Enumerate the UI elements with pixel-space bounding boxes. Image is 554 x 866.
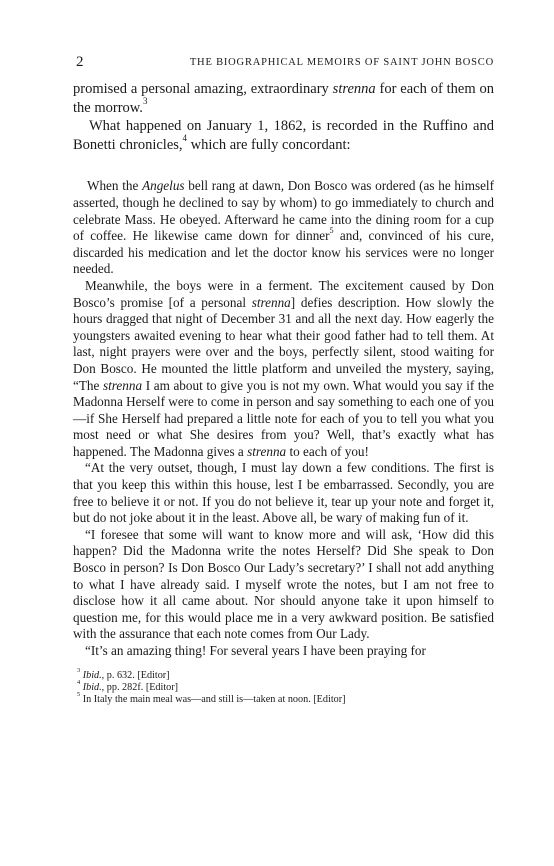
quote-paragraph: “At the very outset, though, I must lay down a few conditions. The first is that you keep this within this house, lest I be embarrassed. Secondly, you are free to believe it or not. If you do not believe it, tear up your note and forget it, but do not joke about it in the least. Above all, be wary of making fun of it. xyxy=(73,460,494,526)
running-title: THE BIOGRAPHICAL MEMOIRS OF SAINT JOHN BOSCO xyxy=(189,57,494,68)
footnote: $^5$ In Italy the main meal was—and still is—taken at noon. [Editor] xyxy=(77,691,346,705)
intro-paragraph: What happened on January 1, 1862, is recorded in the Ruffino and Bonetti chronicles,$^4$ which are fully concordant: xyxy=(73,118,494,153)
quote-paragraph: Meanwhile, the boys were in a ferment. The excitement caused by Don Bosco’s promise [of a personal strenna] defies description. How slowly the hours dragged that night of December 31 and all the next day. How eagerly the youngsters awaited evening to hear what their good father had to tell them. At last, night prayers were over and the boys, perfectly silent, stood waiting for Don Bosco. He mounted the little platform and unveiled the mystery, saying, “The strenna I am about to give you is not my own. What would you say if the Madonna Herself were to come in person and say something to each one of you —if She Herself had prepared a little note for each of you to tell you what you most need or what She desires from you? Well, that’s exactly what has happened. The Madonna gives a strenna to each of you! xyxy=(73,277,494,459)
intro-paragraph: promised a personal amazing, extraordinary strenna for each of them on the morrow.$^3$ xyxy=(73,81,494,116)
page-number: 2 xyxy=(76,54,84,70)
footnote: $^3$ Ibid., p. 632. [Editor] xyxy=(77,666,170,681)
intro-text xyxy=(73,80,494,154)
quote-paragraph: “It’s an amazing thing! For several years I have been praying for xyxy=(85,643,426,658)
footnote-number: 5 xyxy=(77,691,81,699)
footnote-number: 3 xyxy=(77,666,81,674)
footnote-ref: 5 xyxy=(329,226,334,236)
footnote-ref: 4 xyxy=(182,133,188,144)
page-body xyxy=(73,80,494,706)
quote-paragraph: When the Angelus bell rang at dawn, Don Bosco was ordered (as he himself asserted, though he declined to say by whom) to go immediately to church and celebrate Mass. He obeyed. Afterward he came into the dining room for a cup of coffee. He likewise came down for dinner$^5$ and, convinced of his cure, discarded his medication and let the doctor know his services were no longer needed. xyxy=(73,178,494,277)
block-quote xyxy=(73,178,494,659)
footnote-number: 4 xyxy=(77,679,81,687)
italic-term: strenna xyxy=(251,294,291,310)
italic-term: strenna xyxy=(102,377,143,393)
italic-term: Angelus xyxy=(142,178,185,194)
quote-paragraph: “I foresee that some will want to know more and will ask, ‘How did this happen? Did the Madonna write the notes Herself? Did She speak to Don Bosco in person? Is Don Bosco Our Lady’s secretary?’ I shall not add anything to what I have already said. I myself wrote the notes, but I am not free to disclose how it all came about. Nor should anyone take it upon himself to question me, for this would place me in a very awkward position. Be satisfied with the assurance that each note comes from Our Lady. xyxy=(73,526,494,642)
footnotes xyxy=(73,666,494,707)
footnote-ref-abbrev: Ibid. xyxy=(82,669,102,681)
footnote-ref-abbrev: Ibid. xyxy=(82,681,102,693)
page-header xyxy=(72,54,494,74)
footnote-ref: 3 xyxy=(142,95,148,106)
italic-term: strenna xyxy=(247,443,287,459)
italic-term: strenna xyxy=(332,81,376,97)
footnote: $^4$ Ibid., pp. 282f. [Editor] xyxy=(77,679,179,693)
